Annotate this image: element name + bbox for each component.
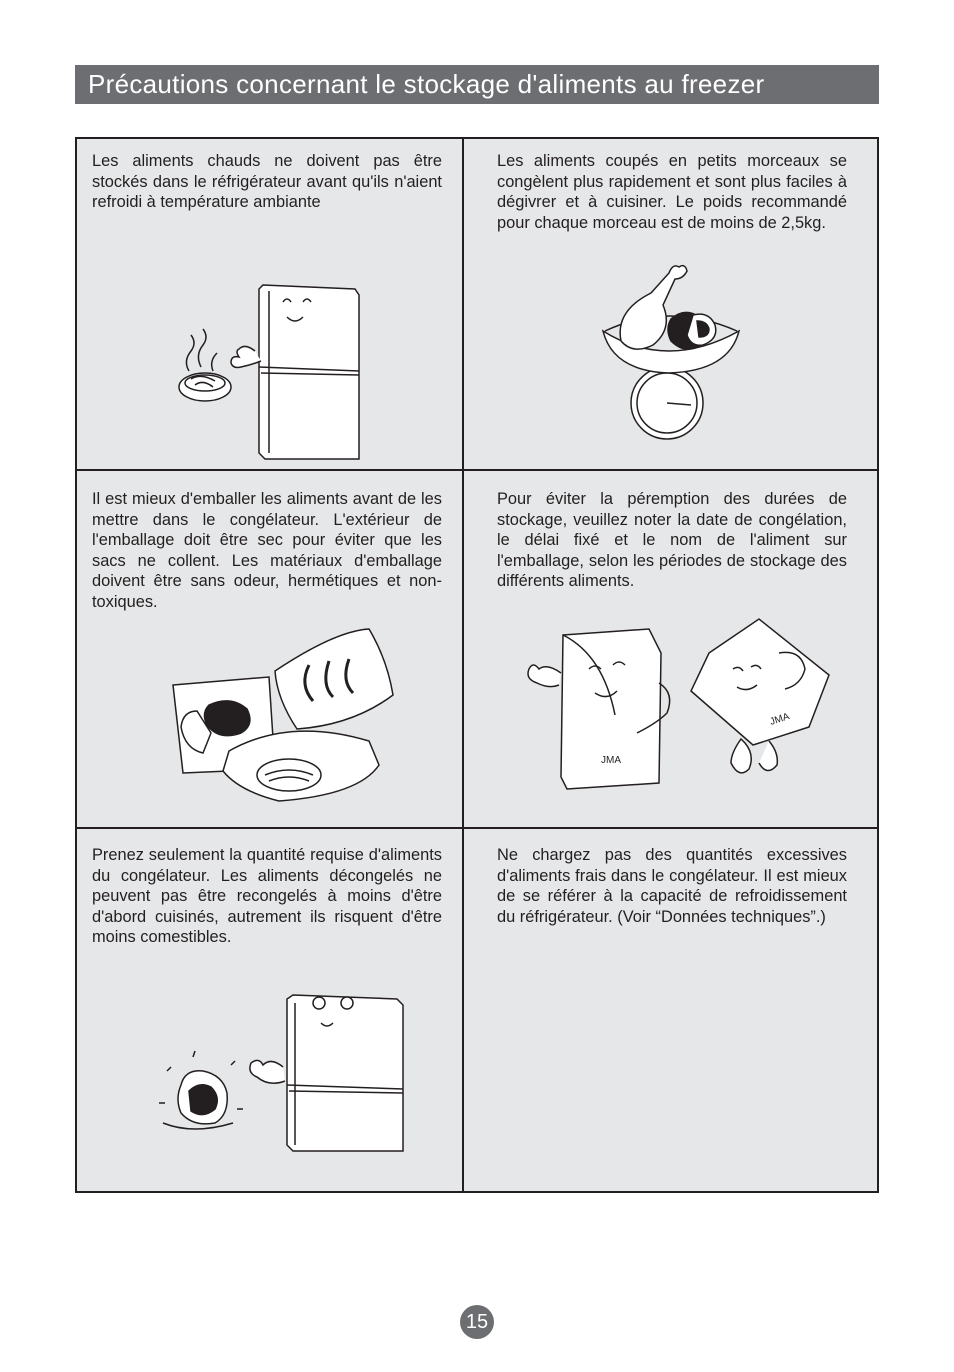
precaution-text: Ne chargez pas des quantités excessives d'aliments frais dans le congélateur. Il est mieux de se référer à la capacité de refroidissement du réfrigérateur. (Voir “Données techniques”.) [497,846,847,926]
package-label-jma: JMA [601,755,621,766]
precaution-text: Pour éviter la péremption des durées de stockage, veuillez noter la date de congélation, le délai fixé et le nom de l'aliment sur l'emballage, selon les périodes de stockage des différents aliments. [497,490,847,591]
food-on-weighing-scale-illustration [597,261,747,443]
precaution-text: Prenez seulement la quantité requise d'aliments du congélateur. Les aliments décongelés ne peuvent pas être recongelés à moins d'être d'abord cuisinés, autrement ils risquent d'être moins comestibles. [92,846,442,947]
precaution-cell-thawed-food [92,845,442,948]
grid-divider-horizontal [77,827,877,829]
page-number: 15 [460,1305,494,1339]
precaution-cell-labelling [497,489,847,592]
precaution-cell-fresh-food-load [497,845,847,927]
precaution-cell-wrapping [92,489,442,613]
precaution-text: Les aliments coupés en petits morceaux se congèlent plus rapidement et sont plus faciles à dégivrer et à cuisiner. Le poids recommandé pour chaque morceau est de moins de 2,5kg. [497,152,847,232]
page-title: Précautions concernant le stockage d'aliments au freezer [75,65,879,104]
wrapped-food-bags-illustration [169,629,389,801]
grid-divider-horizontal [77,469,877,471]
fridge-with-hot-dish-illustration [175,267,370,462]
precaution-cell-small-portions [497,151,847,233]
precaution-cell-hot-food [92,151,442,213]
precaution-text: Les aliments chauds ne doivent pas être stockés dans le réfrigérateur avant qu'ils n'aient refroidi à température ambiante [92,152,442,212]
precautions-grid [75,137,879,1193]
labelled-packages-illustration [509,613,834,795]
grid-divider-vertical [462,139,464,1191]
fridge-with-thawed-meat-illustration [157,979,407,1159]
precaution-text: Il est mieux d'emballer les aliments avant de les mettre dans le congélateur. L'extérieur de l'emballage doit être sec pour éviter que les sacs ne collent. Les matériaux d'emballage doivent être sans odeur, hermétiques et non-toxiques. [92,490,442,611]
package-label-jma: JMA [768,711,791,728]
